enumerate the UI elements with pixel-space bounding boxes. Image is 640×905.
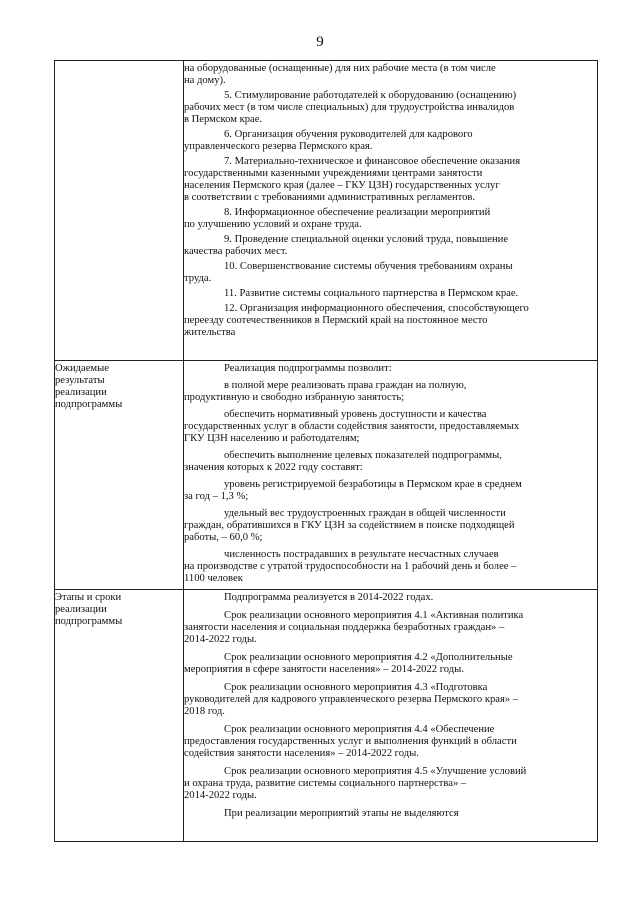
paragraph-line: Реализация подпрограммы позволит:	[224, 363, 392, 374]
table-row	[55, 61, 598, 361]
paragraph	[184, 409, 597, 445]
paragraph-line: занятости населения и социальная поддержка безработных граждан» –	[184, 622, 505, 633]
table-body	[55, 61, 598, 842]
paragraph-line: содействия занятости населения» – 2014-2022 годы.	[184, 748, 419, 759]
paragraph-line: 7. Материально-техническое и финансовое обеспечение оказания	[224, 156, 521, 167]
paragraph	[184, 261, 597, 285]
paragraph-line: на дому).	[184, 75, 226, 86]
paragraph-line: 2014-2022 годы.	[184, 790, 257, 801]
row-content-cell	[184, 590, 598, 842]
paragraph	[184, 90, 597, 126]
paragraph	[184, 610, 597, 646]
paragraph	[184, 549, 597, 585]
paragraph-line: управленческого резерва Пермского края.	[184, 141, 373, 152]
paragraph-line: 6. Организация обучения руководителей для кадрового	[224, 129, 473, 140]
paragraph-line: 11. Развитие системы социального партнерства в Пермском крае.	[224, 288, 519, 299]
paragraph-line: и охрана труда, развитие системы социального партнерства» –	[184, 778, 467, 789]
row-label-cell	[55, 61, 184, 361]
paragraph	[184, 682, 597, 718]
paragraph-line: обеспечить выполнение целевых показателей подпрограммы,	[224, 450, 502, 461]
row-content-cell	[184, 61, 598, 361]
paragraph	[184, 592, 597, 604]
row-label-line: реализации	[55, 604, 107, 615]
paragraph-line: 5. Стимулирование работодателей к оборудованию (оснащению)	[224, 90, 517, 101]
paragraph-line: Подпрограмма реализуется в 2014-2022 годах.	[224, 592, 434, 603]
paragraph-line: рабочих мест (в том числе специальных) для трудоустройства инвалидов	[184, 102, 515, 113]
paragraph-line: жительства	[184, 327, 236, 338]
paragraph-line: 12. Организация информационного обеспечения, способствующего	[224, 303, 529, 314]
paragraph-line: на производстве с утратой трудоспособности на 1 рабочий день и более –	[184, 561, 517, 572]
paragraph	[184, 207, 597, 231]
paragraph-line: Срок реализации основного мероприятия 4.3 «Подготовка	[224, 682, 488, 693]
paragraph-line: 2014-2022 годы.	[184, 634, 257, 645]
paragraph-line: качества рабочих мест.	[184, 246, 288, 257]
paragraph-line: 10. Совершенствование системы обучения требованиям охраны	[224, 261, 513, 272]
row-label-line: подпрограммы	[55, 616, 123, 627]
paragraph-line: труда.	[184, 273, 212, 284]
row-label-line: Этапы и сроки	[55, 592, 122, 603]
paragraph-line: 1100 человек	[184, 573, 243, 584]
paragraph-line: Срок реализации основного мероприятия 4.1 «Активная политика	[224, 610, 524, 621]
paragraph-line: предоставления государственных услуг и выполнения функций в области	[184, 736, 517, 747]
paragraph-line: продуктивную и свободно избранную занятость;	[184, 392, 405, 403]
paragraph-line: 8. Информационное обеспечение реализации мероприятий	[224, 207, 491, 218]
paragraph-line: государственных услуг в области содействия занятости, предоставляемых	[184, 421, 520, 432]
paragraph-line: населения Пермского края (далее – ГКУ ЦЗН) государственных услуг	[184, 180, 500, 191]
paragraph	[184, 450, 597, 474]
paragraph	[184, 652, 597, 676]
paragraph	[184, 288, 597, 300]
paragraph	[184, 129, 597, 153]
paragraph	[184, 766, 597, 802]
row-label-line: результаты	[55, 375, 105, 386]
table-row	[55, 361, 598, 590]
paragraph	[184, 724, 597, 760]
row-label-cell	[55, 590, 184, 842]
row-label-line: Ожидаемые	[55, 363, 109, 374]
paragraph	[184, 479, 597, 503]
paragraph-line: в соответствии с требованиями административных регламентов.	[184, 192, 476, 203]
paragraph-line: граждан, обратившихся в ГКУ ЦЗН за содействием в поиске подходящей	[184, 520, 515, 531]
paragraph-line: работы, – 60,0 %;	[184, 532, 263, 543]
paragraph	[184, 363, 597, 375]
paragraph-line: ГКУ ЦЗН населению и работодателям;	[184, 433, 360, 444]
paragraph	[184, 808, 597, 820]
paragraph-line: государственными казенными учреждениями центрами занятости	[184, 168, 483, 179]
paragraph	[184, 156, 597, 204]
table-row	[55, 590, 598, 842]
paragraph-line: численность пострадавших в результате несчастных случаев	[224, 549, 499, 560]
row-content-cell	[184, 361, 598, 590]
paragraph-line: мероприятия в сфере занятости населения» – 2014-2022 годы.	[184, 664, 464, 675]
paragraph-line: в Пермском крае.	[184, 114, 263, 125]
paragraph-line: 2018 год.	[184, 706, 225, 717]
paragraph-line: значения которых к 2022 году составят:	[184, 462, 363, 473]
paragraph-line: При реализации мероприятий этапы не выделяются	[224, 808, 459, 819]
paragraph	[184, 63, 597, 87]
paragraph-line: руководителей для кадрового управленческого резерва Пермского края» –	[184, 694, 519, 705]
page-number: 9	[316, 34, 324, 50]
row-label-line: подпрограммы	[55, 399, 123, 410]
paragraph	[184, 234, 597, 258]
paragraph-line: уровень регистрируемой безработицы в Пермском крае в среднем	[224, 479, 522, 490]
row-label-line: реализации	[55, 387, 107, 398]
program-passport-table	[54, 60, 598, 842]
paragraph-line: обеспечить нормативный уровень доступности и качества	[224, 409, 487, 420]
row-label-cell	[55, 361, 184, 590]
paragraph-line: 9. Проведение специальной оценки условий труда, повышение	[224, 234, 509, 245]
paragraph	[184, 380, 597, 404]
paragraph	[184, 508, 597, 544]
paragraph-line: за год – 1,3 %;	[184, 491, 249, 502]
paragraph	[184, 303, 597, 339]
paragraph-line: по улучшению условий и охране труда.	[184, 219, 362, 230]
paragraph-line: удельный вес трудоустроенных граждан в общей численности	[224, 508, 506, 519]
paragraph-line: в полной мере реализовать права граждан на полную,	[224, 380, 467, 391]
paragraph-line: Срок реализации основного мероприятия 4.4 «Обеспечение	[224, 724, 495, 735]
paragraph-line: Срок реализации основного мероприятия 4.2 «Дополнительные	[224, 652, 513, 663]
paragraph-line: Срок реализации основного мероприятия 4.5 «Улучшение условий	[224, 766, 527, 777]
paragraph-line: переезду соотечественников в Пермский край на постоянное место	[184, 315, 488, 326]
paragraph-line: на оборудованные (оснащенные) для них рабочие места (в том числе	[184, 63, 496, 74]
